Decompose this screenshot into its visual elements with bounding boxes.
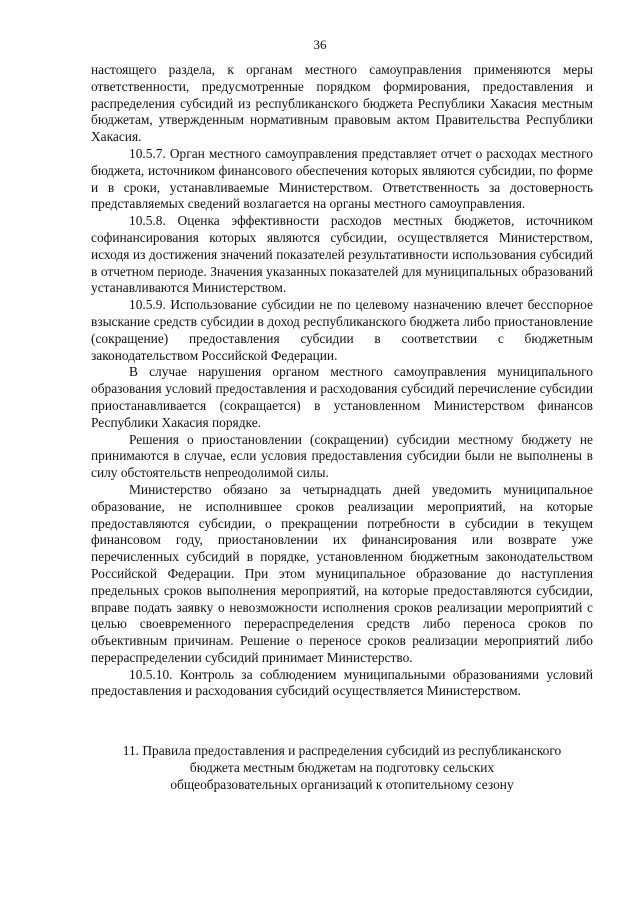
section-heading-line-3: общеобразовательных организаций к отопительному сезону	[170, 777, 514, 792]
paragraph-10-5-9: 10.5.9. Использование субсидии не по целевому назначению влечет бесспорное взыскание средств субсидии в доход республиканского бюджета либо приостановление (сокращение) предоставления субсидии в соответствии с бюджетным законодательством Российской Федерации.	[91, 297, 593, 363]
paragraph-10-5-7: 10.5.7. Орган местного самоуправления представляет отчет о расходах местного бюджета, источником финансового обеспечения которых являются субсидии, по форме и в сроки, устанавливаемые Министерством. Ответственность за достоверность представляемых сведений возлагается на органы местного самоуправления.	[91, 145, 593, 212]
document-body	[91, 62, 593, 700]
section-heading-line-2: бюджета местным бюджетам на подготовку сельских	[189, 760, 495, 775]
paragraph-ministry-notice: Министерство обязано за четырнадцать дней уведомить муниципальное образование, не исполнившее сроков реализации мероприятий, на которые предоставляются субсидии, о прекращении потребности в субсидии в текущем финансовом году, приостановлении их финансирования или возврате уже перечисленных субсидий в порядке, установленном бюджетным законодательством Российской Федерации. При этом муниципальное образование до наступления предельных сроков выполнения мероприятий, на которые предоставляются субсидии, вправе подать заявку о невозможности исполнения сроков реализации мероприятий с целью своевременного перераспределения средств либо переноса сроков по объективным причинам. Решение о переносе сроков реализации мероприятий либо перераспределении субсидий принимает Министерство.	[91, 481, 593, 665]
paragraph-decisions: Решения о приостановлении (сокращении) субсидии местному бюджету не принимаются в случае, если условия предоставления субсидии были не выполнены в силу обстоятельств непреодолимой силы.	[91, 431, 593, 481]
paragraph-continuation: настоящего раздела, к органам местного самоуправления применяются меры ответственности, предусмотренные порядком формирования, предоставления и распределения субсидий из республиканского бюджета Республики Хакасия местным бюджетам, утвержденным нормативным правовым актом Правительства Республики Хакасия.	[91, 62, 593, 145]
paragraph-10-5-10: 10.5.10. Контроль за соблюдением муниципальными образованиями условий предоставления и расходования субсидий осуществляется Министерством.	[91, 666, 593, 699]
section-heading	[91, 742, 593, 793]
page-number: 36	[313, 37, 327, 52]
paragraph-10-5-8: 10.5.8. Оценка эффективности расходов местных бюджетов, источником софинансирования которых являются субсидии, осуществляется Министерством, исходя из достижения значений показателей результативности использования субсидий в отчетном периоде. Значения указанных показателей для муниципальных образований устанавливаются Министерством.	[91, 213, 593, 296]
section-heading-line-1: 11. Правила предоставления и распределения субсидий из республиканского	[122, 743, 562, 758]
paragraph-violation: В случае нарушения органом местного самоуправления муниципального образования условий предоставления и расходования субсидий перечисление субсидии приостанавливается (сокращается) в установленном Министерством финансов Республики Хакасия порядке.	[91, 364, 593, 430]
